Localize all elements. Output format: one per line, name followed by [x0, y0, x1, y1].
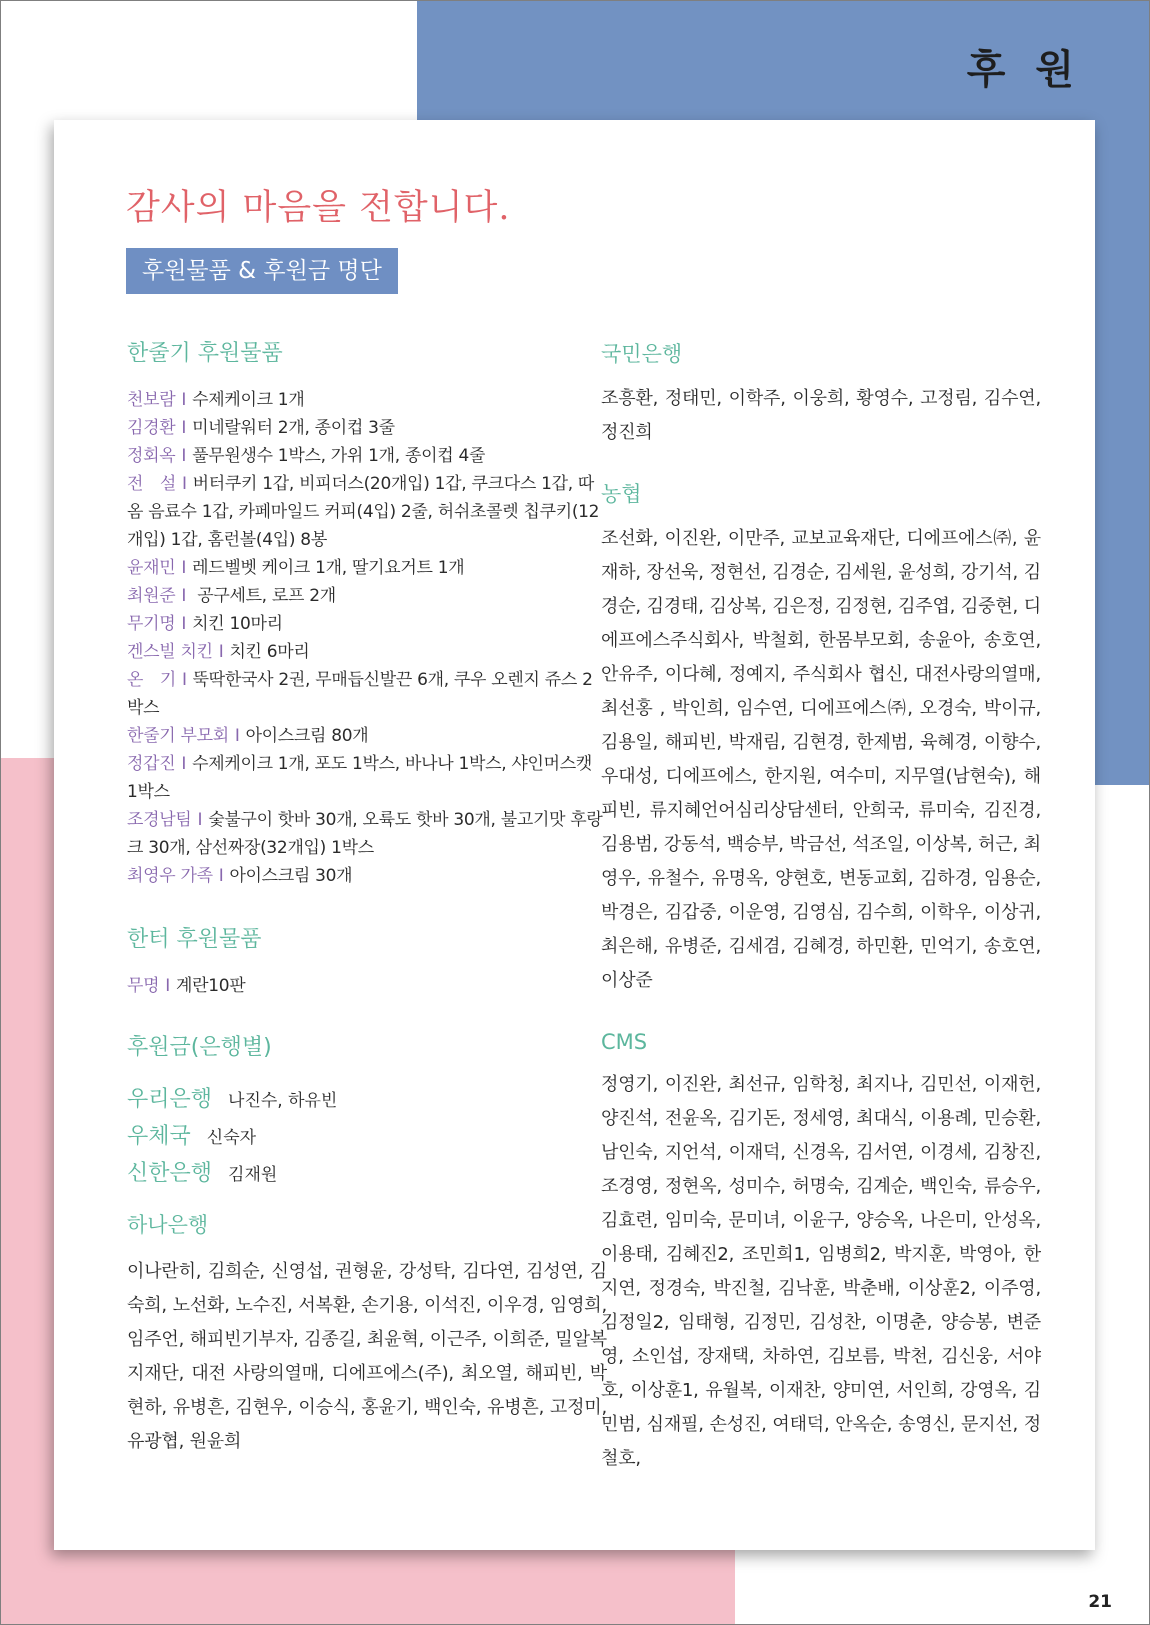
donor-name: 무기명: [127, 614, 176, 634]
kookmin-names: 조흥환, 정태민, 이학주, 이웅희, 황영수, 고정림, 김수연, 정진희: [601, 388, 1041, 443]
donor-name: 겐스빌 치킨: [127, 642, 213, 662]
separator-bar: I: [181, 614, 187, 634]
donated-items: 치킨 10마리: [192, 614, 283, 634]
hana-heading: 하나은행: [127, 1213, 209, 1237]
nonghyup-names: 조선화, 이진완, 이만주, 교보교육재단, 디에프에스㈜, 윤재하, 장선욱, 정현선, 김경순, 김세원, 윤성희, 강기석, 김경순, 김경태, 김상복, 김은정, 김정현, 김주엽, 김중현, 디에프에스주식회사, 박철회, 한몸부모회, 송윤아, 송호연, 안유주, 이다혜, 정예지, 주식회사 협신, 대전사랑의열매, 최선홍 , 박인희, 임수연, 디에프에스㈜, 오경숙, 박이규, 김용일, 해피빈, 박재림, 김현경, 한제범, 육혜경, 이향수, 우대성, 디에프에스, 한지원, 여수미, 지무열(남현숙), 해피빈, 류지혜언어심리상담센터, 안희국, 류미숙, 김진경, 김용범, 강동석, 백승부, 박금선, 석조일, 이상복, 허근, 최영우, 유철수, 유명옥, 양현호, 변동교회, 김하경, 임용순, 박경은, 김갑중, 이운영, 김영심, 김수희, 이학우, 이상귀, 최은해, 유병준, 김세겸, 김혜경, 하민환, 민억기, 송호연, 이상준: [601, 528, 1041, 991]
donated-items: 버터쿠키 1갑, 비피더스(20개입) 1갑, 쿠크다스 1갑, 따옴 음료수 1갑, 카페마일드 커피(4입) 2줄, 허쉬초콜렛 칩쿠키(12개입) 1갑, 홈런볼(4입) 8봉: [127, 474, 600, 550]
page-number: 21: [1088, 1592, 1112, 1612]
separator-bar: I: [181, 558, 187, 578]
donated-items: 풀무원생수 1박스, 가위 1개, 종이컵 4줄: [192, 446, 486, 466]
separator-bar: I: [234, 726, 240, 746]
bank-name: 우리은행: [127, 1087, 213, 1112]
separator-bar: I: [218, 642, 224, 662]
banner-label: 후원물품 & 후원금 명단: [126, 248, 398, 294]
donor-name: 최원준: [127, 586, 176, 606]
banks-heading: 후원금(은행별): [127, 1035, 272, 1060]
separator-bar: I: [181, 390, 187, 410]
donated-items: 뚝딱한국사 2권, 무매듭신발끈 6개, 쿠우 오렌지 쥬스 2박스: [127, 670, 593, 718]
separator-bar: I: [181, 474, 187, 494]
bank-name: 우체국: [127, 1124, 191, 1149]
bank-donors: 김재원: [228, 1165, 278, 1185]
separator-bar: I: [181, 446, 187, 466]
donated-items: 치킨 6마리: [229, 642, 310, 662]
donated-items: 미네랄워터 2개, 종이컵 3줄: [192, 418, 395, 438]
separator-bar: I: [181, 670, 187, 690]
donated-items: 레드벨벳 케이크 1개, 딸기요거트 1개: [192, 558, 465, 578]
hana-names: 이나란히, 김희순, 신영섭, 권형윤, 강성탁, 김다연, 김성연, 김숙희, 노선화, 노수진, 서복환, 손기용, 이석진, 이우경, 임영희, 임주언, 해피빈기부자, 김종길, 최윤혁, 이근주, 이희준, 밀알복지재단, 대전 사랑의열매, 디에프에스(주), 최오열, 해피빈, 박현하, 유병흔, 김현우, 이승식, 홍윤기, 백인숙, 유병흔, 고정미, 유광협, 원윤희: [127, 1261, 607, 1452]
cms-names: 정영기, 이진완, 최선규, 임학청, 최지나, 김민선, 이재헌, 양진석, 전윤옥, 김기돈, 정세영, 최대식, 이용례, 민승환, 남인숙, 지언석, 이재덕, 신경옥, 김서연, 이경세, 김창진, 조경영, 정현옥, 성미수, 허명숙, 김계순, 백인숙, 류승우, 김효련, 임미숙, 문미녀, 이윤구, 양승옥, 나은미, 안성옥, 이용태, 김혜진2, 조민희1, 임병희2, 박지훈, 박영아, 한지연, 정경숙, 박진철, 김낙훈, 박춘배, 이상훈2, 이주영, 김정일2, 임태형, 김정민, 김성찬, 이명춘, 양승봉, 변준영, 소인섭, 장재택, 차하연, 김보름, 박천, 김신웅, 서야호, 이상훈1, 유월복, 이재찬, 양미연, 서인희, 강영옥, 김민범, 심재필, 손성진, 여태덕, 안옥순, 송영신, 문지선, 정철호,: [601, 1074, 1041, 1469]
bank-donors: 신숙자: [206, 1128, 257, 1148]
donated-items: 수제케이크 1개, 포도 1박스, 바나나 1박스, 샤인머스캣 1박스: [127, 754, 593, 802]
bank-donors: 나진수, 하유빈: [228, 1091, 338, 1111]
bank-name: 신한은행: [127, 1161, 213, 1186]
headline: 감사의 마음을 전합니다.: [126, 188, 511, 228]
separator-bar: I: [165, 976, 170, 996]
donor-name: 정갑진: [127, 754, 176, 774]
donated-items: 수제케이크 1개: [192, 390, 305, 410]
donor-name: 온 기: [127, 670, 176, 690]
hanter-heading: 한터 후원물품: [127, 927, 262, 952]
donor-name: 무명: [127, 976, 160, 996]
donor-name: 전 설: [127, 474, 176, 494]
donated-items: 아이스크림 80개: [245, 726, 369, 746]
donor-name: 정회옥: [127, 446, 176, 466]
donated-items: 아이스크림 30개: [229, 866, 353, 886]
nonghyup-heading: 농협: [601, 482, 642, 506]
donated-items: 공구세트, 로프 2개: [192, 586, 336, 606]
separator-bar: I: [181, 754, 187, 774]
separator-bar: I: [181, 418, 187, 438]
donor-name: 김경환: [127, 418, 176, 438]
donor-name: 윤재민: [127, 558, 176, 578]
donated-items: 계란10판: [175, 976, 246, 996]
hanjulgi-heading: 한줄기 후원물품: [127, 341, 283, 366]
donor-name: 한줄기 부모회: [127, 726, 229, 746]
donated-items: 숯불구이 핫바 30개, 오륙도 핫바 30개, 불고기맛 후랑크 30개, 삼선짜장(32개입) 1박스: [127, 810, 603, 858]
donor-name: 조경남팀: [127, 810, 192, 830]
separator-bar: I: [197, 810, 203, 830]
kookmin-heading: 국민은행: [601, 342, 683, 366]
donor-name: 최영우 가족: [127, 866, 213, 886]
separator-bar: I: [181, 586, 187, 606]
donor-name: 천보람: [127, 390, 176, 410]
section-title: 후 원: [966, 47, 1082, 93]
separator-bar: I: [218, 866, 224, 886]
cms-heading: CMS: [601, 1030, 648, 1054]
